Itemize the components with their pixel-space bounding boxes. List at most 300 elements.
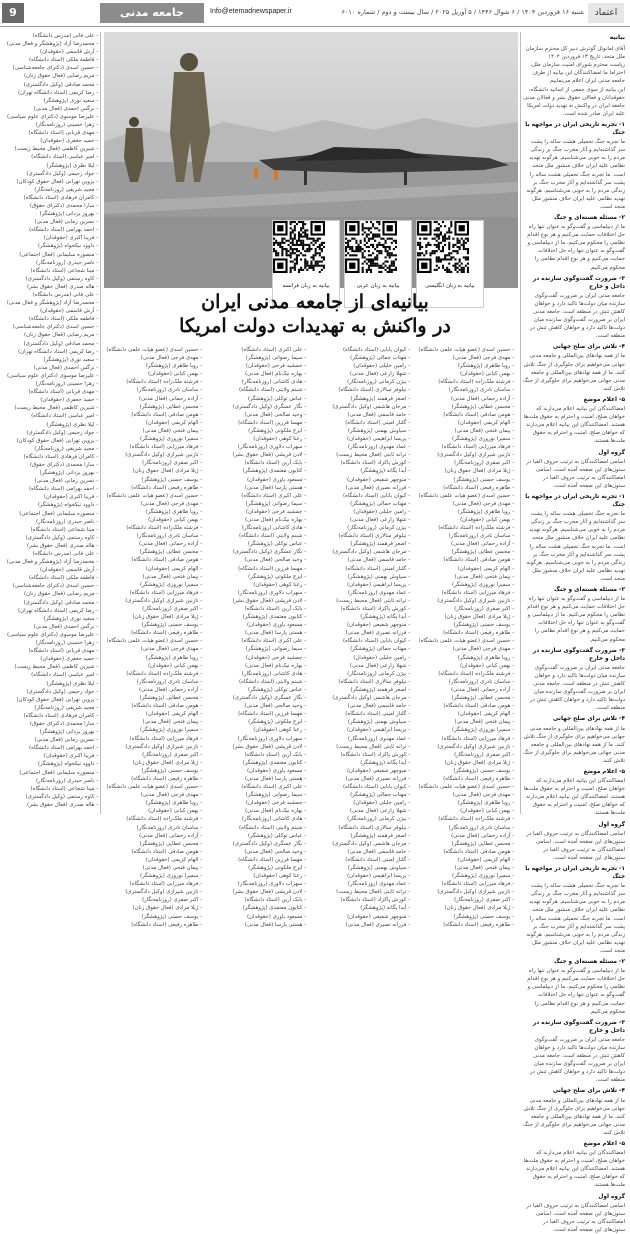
signatory-entry: - ترانه ثابتی (فعال محیط زیست) bbox=[336, 597, 410, 604]
signatory-entry: - مهدی فرجی (فعال مدنی) bbox=[452, 500, 514, 507]
signatory-entry: - زهرا حسینی (روزنامه‌نگار) bbox=[35, 122, 98, 129]
signatory-entry: - مهدی فرجی (فعال مدنی) bbox=[452, 792, 514, 799]
signatory-entry: - هومن صادقی (استاد دانشگاه) bbox=[131, 848, 202, 855]
signatory-entry: - شیرین کاظمی (فعال محیط زیست) bbox=[14, 146, 98, 153]
signatory-entry: - ژیلا مرادی (فعال حقوق زنان) bbox=[132, 905, 202, 912]
signatory-entry: - مینا شجاعی (استاد دانشگاه) bbox=[30, 785, 98, 792]
signatory-entry: - آیدا یگانه (پژوهشگر) bbox=[360, 905, 410, 912]
signatory-entry: - شهلا زارعی (فعال مدنی) bbox=[349, 808, 410, 815]
qr-label-english: بیانیه به زبان انگلیسی bbox=[425, 283, 475, 289]
signatory-entry: - بهروز یزدانی (پژوهشگر) bbox=[39, 470, 98, 477]
signatory-entry: - فرهاد میرزایی (استاد دانشگاه) bbox=[129, 735, 202, 742]
statement-section-heading: ۴- تلاش برای صلح جهانی bbox=[552, 344, 625, 351]
signatory-entry: - پیمان فتحی (فعال مدنی) bbox=[454, 865, 514, 871]
signatory-entry: - محمدرضا آزاد (پژوهشگر و فعال مدنی) bbox=[6, 559, 98, 566]
signatory-entry: - وحید صالحی (فعال مدنی) bbox=[244, 411, 306, 418]
signatory-entry: - هومن صادقی (استاد دانشگاه) bbox=[443, 411, 514, 418]
signatory-entry: - لادن قریشی (فعال حقوق بشر) bbox=[232, 889, 306, 896]
signatory-entry: - رامین خلیلی (حقوقدان) bbox=[353, 800, 410, 807]
signatory-entry: - مجید شریفی (روزنامه‌نگار) bbox=[34, 445, 98, 452]
contact-email[interactable]: Info@etemadnewspaper.ir bbox=[210, 8, 292, 15]
signatory-entry: - علی اکبری (استاد دانشگاه) bbox=[241, 347, 306, 353]
signatory-entry: - هادی کاشانی (روزنامه‌نگار) bbox=[241, 816, 306, 823]
signatory-entry: - هادی کاشانی (روزنامه‌نگار) bbox=[241, 525, 306, 532]
signatory-entry: - سهراب دلاوری (روزنامه‌نگار) bbox=[237, 444, 306, 451]
signatory-entry: - ژیلا مرادی (فعال حقوق زنان) bbox=[444, 614, 514, 621]
signatory-entry: - هومن صادقی (استاد دانشگاه) bbox=[443, 848, 514, 855]
signatory-entry: - فریبا اکبری (حقوقدان) bbox=[43, 753, 98, 760]
signatory-entry: - ژیلا مرادی (فعال حقوق زنان) bbox=[444, 759, 514, 766]
statement-section-body: ما تجربه جنگ تحمیلی هشت ساله را پشت سر گذاشته‌ایم و آثار مخرب جنگ بر زندگی مردم را به خوبی می‌شناسیم. هرگونه تهدید نظامی علیه ایران خلاف منشور ملل متحد است. ما تجربه جنگ تحمیلی هشت ساله را پشت سر گذاشته‌ایم و آثار مخرب جنگ بر زندگی مردم را به خوبی می‌شناسیم. هرگونه تهدید نظامی علیه ایران خلاف منشور ملل متحد است. bbox=[526, 511, 625, 582]
signatory-entry: - لادن قریشی (فعال حقوق بشر) bbox=[232, 597, 306, 604]
signatory-entry: - نازنین شیرازی (وکیل دادگستری) bbox=[125, 743, 202, 750]
signatory-entry: - هستی پارسا (فعال مدنی) bbox=[244, 630, 306, 637]
signatory-entry: - کورش پاکزاد (استاد دانشگاه) bbox=[340, 751, 410, 758]
signatory-entry: - بهروز یزدانی (پژوهشگر) bbox=[39, 211, 98, 218]
signatory-entry: - کامران فرهادی (استاد دانشگاه) bbox=[23, 712, 98, 719]
signatory-entry: - عباس توکلی (پژوهشگر) bbox=[247, 541, 306, 548]
signatory-entry: - داوود نیکخواه (پژوهشگر) bbox=[37, 502, 98, 509]
signatory-entry: - احمد بهرامی (استاد دانشگاه) bbox=[29, 486, 98, 493]
signatory-entry: - اکبر صفری (روزنامه‌نگار) bbox=[454, 897, 514, 904]
signatory-entry: - مهتاب جمالی (پژوهشگر) bbox=[350, 646, 410, 653]
signatory-entry: - بهاره نیک‌نام (فعال مدنی) bbox=[245, 516, 306, 523]
signatory-entry: - ترانه ثابتی (فعال محیط زیست) bbox=[336, 889, 410, 896]
signatory-entry: - آزاده رحمانی (فعال مدنی) bbox=[451, 832, 514, 839]
statement-section-heading: ۴- تلاش برای صلح جهانی bbox=[552, 716, 625, 723]
page-number: 9 bbox=[2, 3, 24, 23]
signatory-entry: - حسین اسدی (عضو هیات علمی دانشگاه) bbox=[106, 638, 202, 645]
signatory-entry: - الهام کریمی (حقوقدان) bbox=[457, 565, 514, 572]
signatory-entry: - اکبر صفری (روزنامه‌نگار) bbox=[454, 751, 514, 758]
signatory-entry: - رعنا کوهی (حقوقدان) bbox=[253, 436, 306, 443]
signatory-entry: - بهمن کیانی (حقوقدان) bbox=[147, 662, 202, 669]
signatory-entry: - طاهره رفیعی (استاد دانشگاه) bbox=[131, 775, 202, 782]
signatory-entry: - حسین اسدی (عضو هیات علمی دانشگاه) bbox=[106, 347, 202, 353]
signatory-entry: - مینا شجاعی (استاد دانشگاه) bbox=[30, 526, 98, 533]
signatory-entry: - اکبر صفری (روزنامه‌نگار) bbox=[454, 460, 514, 467]
statement-section-body: ما از همه نهادهای بین‌المللی و جامعه مدنی جهانی می‌خواهیم برای جلوگیری از جنگ تلاش کنند. ما از همه نهادهای بین‌المللی و جامعه مدنی جهانی می‌خواهیم برای جلوگیری از جنگ تلاش کنند. bbox=[523, 1097, 625, 1136]
signatory-entry: - سهراب دلاوری (روزنامه‌نگار) bbox=[237, 589, 306, 596]
signatory-entry: - نازنین شیرازی (وکیل دادگستری) bbox=[437, 597, 514, 604]
signatory-entry: - کیوان بابایی (استاد دانشگاه) bbox=[342, 638, 410, 645]
signatory-entry: - فرهاد میرزایی (استاد دانشگاه) bbox=[441, 881, 514, 888]
signatory-entry: - طاهره رفیعی (استاد دانشگاه) bbox=[443, 775, 514, 782]
signatory-entry: - یوسف حسنی (پژوهشگر) bbox=[141, 767, 202, 774]
signatory-entry: - سیاوش بهمنی (پژوهشگر) bbox=[347, 865, 410, 871]
signatory-entry: - الهام کریمی (حقوقدان) bbox=[457, 419, 514, 426]
signatory-entry: - وحید صالحی (فعال مدنی) bbox=[244, 848, 306, 855]
signatory-entry: - ترانه ثابتی (فعال محیط زیست) bbox=[336, 743, 410, 750]
signatory-entry: - کاوه رستمی (وکیل دادگستری) bbox=[25, 534, 98, 541]
signatory-entry: - فاطمه ملکی (استاد دانشگاه) bbox=[29, 316, 98, 323]
signatory-entry: - نیلوفر سالاری (استاد دانشگاه) bbox=[338, 824, 410, 831]
column-divider bbox=[520, 32, 521, 814]
signatory-entry: - بابک آرین (استاد دانشگاه) bbox=[244, 606, 306, 612]
signatory-entry: - نگار عسگری (وکیل دادگستری) bbox=[232, 403, 306, 410]
signatory-entry: - فاطمه ملکی (استاد دانشگاه) bbox=[29, 575, 98, 582]
statement-section-body: ما از همه نهادهای بین‌المللی و جامعه مدنی جهانی می‌خواهیم برای جلوگیری از جنگ تلاش کنند. ما از همه نهادهای بین‌المللی و جامعه مدنی جهانی می‌خواهیم برای جلوگیری از جنگ تلاش کنند. bbox=[523, 353, 625, 392]
signatory-entry: - ساسان نادری (روزنامه‌نگار) bbox=[448, 678, 514, 685]
signatory-entry: - حسین اسدی (دکترای جامعه‌شناسی) bbox=[12, 583, 98, 590]
signatory-entry: - سهراب دلاوری (روزنامه‌نگار) bbox=[237, 735, 306, 742]
signatory-entry: - رامین خلیلی (حقوقدان) bbox=[353, 654, 410, 661]
main-headline bbox=[150, 290, 480, 338]
signatory-entry: - محسن عطایی (پژوهشگر) bbox=[451, 549, 514, 556]
signatory-entry: - الهام کریمی (حقوقدان) bbox=[145, 419, 202, 426]
signatory-entry: - آزاده رحمانی (فعال مدنی) bbox=[139, 395, 202, 402]
signatory-entry: - آزاده رحمانی (فعال مدنی) bbox=[139, 541, 202, 548]
statement-section-body: ما از همه نهادهای بین‌المللی و جامعه مدنی جهانی می‌خواهیم برای جلوگیری از جنگ تلاش کنند. ما از همه نهادهای بین‌المللی و جامعه مدنی جهانی می‌خواهیم برای جلوگیری از جنگ تلاش کنند. bbox=[523, 725, 625, 764]
signatory-entry: - اکبر صفری (روزنامه‌نگار) bbox=[454, 606, 514, 612]
signatory-entry: - حسین اسدی (دکترای جامعه‌شناسی) bbox=[12, 65, 98, 72]
signatory-entry: - بهمن کیانی (حقوقدان) bbox=[147, 371, 202, 378]
signatory-entry: - سمیرا نوروزی (پژوهشگر) bbox=[451, 873, 514, 880]
signatory-entry: - الهام کریمی (حقوقدان) bbox=[145, 565, 202, 572]
statement-section-body: جامعه مدنی ایران بر ضرورت گفت‌وگوی سازنده میان دولت‌ها تاکید دارد و خواهان کاهش تنش در منطقه است. جامعه مدنی ایران بر ضرورت گفت‌وگوی سازنده میان دولت‌ها تاکید دارد و خواهان کاهش تنش در منطقه است. bbox=[529, 292, 625, 340]
signatory-entry: - بهروز یزدانی (پژوهشگر) bbox=[39, 729, 98, 736]
signatory-entry: - شیرین کاظمی (فعال محیط زیست) bbox=[14, 664, 98, 671]
signatory-entry: - نازنین شیرازی (وکیل دادگستری) bbox=[437, 889, 514, 896]
signatory-entry: - علیرضا موسوی (دکترای علوم سیاسی) bbox=[7, 113, 98, 120]
signatory-entry: - سعید نوری (پژوهشگر) bbox=[43, 356, 98, 363]
signatory-entry: - هومن صادقی (استاد دانشگاه) bbox=[131, 703, 202, 710]
signatory-entry: - یوسف حسنی (پژوهشگر) bbox=[141, 476, 202, 483]
signatory-entry: - بهمن کیانی (حقوقدان) bbox=[147, 808, 202, 815]
signatory-entry: - ژیلا مرادی (فعال حقوق زنان) bbox=[132, 468, 202, 475]
page-header bbox=[0, 0, 630, 27]
signatory-entry: - هومن صادقی (استاد دانشگاه) bbox=[131, 557, 202, 564]
signatory-entry: - لیلا نظری (پژوهشگر) bbox=[46, 421, 98, 428]
signatory-entry: - ساسان نادری (روزنامه‌نگار) bbox=[136, 387, 202, 394]
signatory-entry: - منصوره سلیمانی (فعال اجتماعی) bbox=[19, 769, 98, 776]
statement-section-heading: ۱- تجربه تاریخی ایران در مواجهه با جنگ bbox=[525, 866, 625, 881]
headline-line-2: در واکنش به تهدیدات دولت امریکا bbox=[179, 315, 451, 337]
signatory-entry: - یوسف حسنی (پژوهشگر) bbox=[453, 622, 514, 629]
section-title: جامعه مدنی bbox=[100, 3, 204, 23]
signatory-entry: - مهدی قربانی (استاد دانشگاه) bbox=[28, 130, 98, 137]
statement-intro bbox=[523, 45, 625, 118]
signatory-entry: - پیمان فتحی (فعال مدنی) bbox=[142, 865, 202, 871]
signatory-entry: - فرهاد میرزایی (استاد دانشگاه) bbox=[129, 589, 202, 596]
signatory-entry: - هاله صدری (فعال حقوق بشر) bbox=[26, 283, 98, 290]
signatory-entry: - فرشته ملک‌زاده (استاد دانشگاه) bbox=[438, 816, 514, 823]
signatory-entry: - کورش پاکزاد (استاد دانشگاه) bbox=[340, 460, 410, 467]
signatory-entry: - منوچهر شفیعی (حقوقدان) bbox=[346, 767, 410, 774]
signatory-entry: - سارا محمدی (دکترای حقوق) bbox=[29, 202, 98, 209]
signatory-entry: - رویا طاهری (پژوهشگر) bbox=[457, 654, 514, 661]
signatory-entry: - ایرج ملکوتی (پژوهشگر) bbox=[248, 573, 306, 580]
statement-section-heading: ۲- مسئله هسته‌ای و جنگ bbox=[554, 214, 625, 221]
signatory-entry: - آزاده رحمانی (فعال مدنی) bbox=[139, 832, 202, 839]
signatory-entry: - سیاوش بهمنی (پژوهشگر) bbox=[347, 427, 410, 434]
signatory-entry: - حمید جعفری (حقوقدان) bbox=[40, 656, 98, 663]
signatory-entry: - هاله صدری (فعال حقوق بشر) bbox=[26, 542, 98, 549]
signatory-entry: - فرهاد میرزایی (استاد دانشگاه) bbox=[441, 735, 514, 742]
signatory-entry: - امیر عباسی (استاد دانشگاه) bbox=[31, 413, 98, 420]
signatory-entry: - مرجان هاشمی (وکیل دادگستری) bbox=[332, 840, 410, 847]
signatory-entry: - کتایون معتمدی (پژوهشگر) bbox=[242, 759, 306, 766]
signatory-entry: - عباس توکلی (پژوهشگر) bbox=[247, 395, 306, 402]
signatory-entry: - آیدا یگانه (پژوهشگر) bbox=[360, 759, 410, 766]
signatory-entry: - سیاوش بهمنی (پژوهشگر) bbox=[347, 573, 410, 580]
signatory-entry: - بیژن کرمانی (روزنامه‌نگار) bbox=[347, 379, 410, 386]
signatory-entry: - الهام کریمی (حقوقدان) bbox=[457, 711, 514, 718]
signatory-entry: - اکبر صفری (روزنامه‌نگار) bbox=[142, 606, 202, 612]
signatory-entry: - بابک آرین (استاد دانشگاه) bbox=[244, 897, 306, 904]
signatory-entry: - نگار عسگری (وکیل دادگستری) bbox=[232, 840, 306, 847]
signatory-entry: - سمیرا نوروزی (پژوهشگر) bbox=[139, 436, 202, 443]
signatory-entry: - نسرین زمانی (فعال مدنی) bbox=[34, 737, 98, 744]
signatory-entry: - حسین اسدی (عضو هیات علمی دانشگاه) bbox=[418, 492, 514, 499]
signatory-entry: - حامد قاسمی (فعال مدنی) bbox=[347, 703, 410, 710]
signatory-entry: - شهلا زارعی (فعال مدنی) bbox=[349, 662, 410, 669]
statement-section-heading: ۳- ضرورت گفت‌وگوی سازنده در داخل و خارج bbox=[532, 1019, 625, 1034]
signatory-entry: - پروین تهرانی (فعال حقوق کودکان) bbox=[16, 178, 98, 185]
qr-code-icon[interactable] bbox=[345, 221, 397, 273]
signatory-entry: - سمیرا نوروزی (پژوهشگر) bbox=[139, 873, 202, 880]
statement-section-heading: ۱- تجربه تاریخی ایران در مواجهه با جنگ bbox=[525, 121, 625, 137]
signatory-entry: - لیلا نظری (پژوهشگر) bbox=[46, 680, 98, 687]
signatory-entry: - داوود نیکخواه (پژوهشگر) bbox=[37, 243, 98, 250]
statement-section-heading: گروه اول bbox=[598, 1193, 625, 1200]
signatory-entry: - مهدی فرجی (فعال مدنی) bbox=[140, 646, 202, 653]
signatory-entry: - بهمن کیانی (حقوقدان) bbox=[459, 662, 514, 669]
signatory-entry: - رویا طاهری (پژوهشگر) bbox=[457, 508, 514, 515]
signatory-entry: - طاهره رفیعی (استاد دانشگاه) bbox=[131, 484, 202, 491]
signatory-entry: - طاهره رفیعی (استاد دانشگاه) bbox=[443, 630, 514, 637]
signatory-entry: - آزاده رحمانی (فعال مدنی) bbox=[451, 686, 514, 693]
statement-section-heading: ۵- اعلام موضع bbox=[583, 768, 625, 775]
signatory-entry: - کامران فرهادی (استاد دانشگاه) bbox=[23, 453, 98, 460]
signatory-entry: - علیرضا موسوی (دکترای علوم سیاسی) bbox=[7, 372, 98, 379]
signatory-entry: - الهام کریمی (حقوقدان) bbox=[145, 856, 202, 863]
signatory-entry: - بیژن کرمانی (روزنامه‌نگار) bbox=[347, 816, 410, 823]
statement-section-heading: ۵- اعلام موضع bbox=[583, 396, 625, 403]
signatory-entry: - بابک آرین (استاد دانشگاه) bbox=[244, 460, 306, 467]
signatory-entry: - سیما رضوانی (پژوهشگر) bbox=[245, 500, 306, 507]
signatory-entry: - جمشید فرخی (حقوقدان) bbox=[245, 800, 306, 807]
signatory-entry: - لادن قریشی (فعال حقوق بشر) bbox=[232, 452, 306, 459]
signatory-entry: - فرزانه نصیری (فعال مدنی) bbox=[345, 775, 410, 782]
signatory-entry: - مهتاب جمالی (پژوهشگر) bbox=[350, 355, 410, 362]
signatory-entry: - گلناز امینی (استاد دانشگاه) bbox=[345, 419, 410, 426]
signatory-entry: - سهراب دلاوری (روزنامه‌نگار) bbox=[237, 881, 306, 888]
signatory-entry: - رویا طاهری (پژوهشگر) bbox=[145, 508, 202, 515]
signatory-entry: - منوچهر شفیعی (حقوقدان) bbox=[346, 476, 410, 483]
signatory-entry: - مهدی قربانی (استاد دانشگاه) bbox=[28, 389, 98, 396]
qr-code-icon[interactable] bbox=[417, 221, 469, 273]
signatory-entry: - محسن عطایی (پژوهشگر) bbox=[139, 549, 202, 556]
signatory-entry: - سارا محمدی (دکترای حقوق) bbox=[29, 720, 98, 727]
signatory-entry: - مهدی فرجی (فعال مدنی) bbox=[452, 646, 514, 653]
signatory-entry: - علی اکبری (استاد دانشگاه) bbox=[241, 784, 306, 791]
signatory-entry: - شیرین کاظمی (فعال محیط زیست) bbox=[14, 405, 98, 412]
signatory-entry: - سیاوش بهمنی (پژوهشگر) bbox=[347, 719, 410, 726]
signatory-entry: - پروین تهرانی (فعال حقوق کودکان) bbox=[16, 437, 98, 444]
signatory-entry: - طاهره رفیعی (استاد دانشگاه) bbox=[443, 921, 514, 928]
signatory-entry: - نازنین شیرازی (وکیل دادگستری) bbox=[125, 889, 202, 896]
signatory-entry: - منوچهر شفیعی (حقوقدان) bbox=[346, 913, 410, 920]
signatory-entry: - فرشته ملک‌زاده (استاد دانشگاه) bbox=[126, 525, 202, 532]
signatory-entry: - مجید شریفی (روزنامه‌نگار) bbox=[34, 186, 98, 193]
signatory-entry: - داوود نیکخواه (پژوهشگر) bbox=[37, 761, 98, 768]
qr-code-icon[interactable] bbox=[273, 221, 325, 273]
signatory-entry: - محسن عطایی (پژوهشگر) bbox=[139, 403, 202, 410]
statement-section-heading: ۲- مسئله هسته‌ای و جنگ bbox=[554, 959, 625, 966]
signatory-entry: - رویا طاهری (پژوهشگر) bbox=[145, 800, 202, 807]
signatory-entry: - سمیرا نوروزی (پژوهشگر) bbox=[451, 436, 514, 443]
signatory-entry: - آزاده رحمانی (فعال مدنی) bbox=[451, 395, 514, 402]
signatory-entry: - اصغر فرهمند (پژوهشگر) bbox=[350, 832, 410, 839]
statement-paragraph: آقای امانوئل گوترش دبیر کل محترم سازمان ملل متحد، تاریخ ۱۳ فروردین ۱۴۰۴ bbox=[525, 46, 625, 61]
signatory-entry: - کاوه رستمی (وکیل دادگستری) bbox=[25, 275, 98, 282]
signatory-entry: - جمشید فرخی (حقوقدان) bbox=[245, 363, 306, 370]
signatory-entry: - هادی کاشانی (روزنامه‌نگار) bbox=[241, 379, 306, 386]
signatories-column-5 bbox=[104, 346, 202, 928]
signatory-entry: - کامران فرهادی (استاد دانشگاه) bbox=[23, 194, 98, 201]
signatory-entry: - هستی پارسا (فعال مدنی) bbox=[244, 921, 306, 928]
signatory-entry: - ساسان نادری (روزنامه‌نگار) bbox=[136, 533, 202, 540]
signatory-entry: - ساسان نادری (روزنامه‌نگار) bbox=[136, 824, 202, 831]
signatory-entry: - هومن صادقی (استاد دانشگاه) bbox=[443, 703, 514, 710]
statement-column bbox=[523, 32, 625, 1233]
signatory-entry: - محمدرضا آزاد (پژوهشگر و فعال مدنی) bbox=[6, 41, 98, 48]
signatory-entry: - مجید شریفی (روزنامه‌نگار) bbox=[34, 704, 98, 711]
signatory-entry: - پیمان فتحی (فعال مدنی) bbox=[142, 719, 202, 726]
signatory-entry: - نیلوفر سالاری (استاد دانشگاه) bbox=[338, 387, 410, 394]
signatory-entry: - یوسف حسنی (پژوهشگر) bbox=[453, 913, 514, 920]
signatory-entry: - پیمان فتحی (فعال مدنی) bbox=[454, 719, 514, 726]
signatory-entry: - سمیرا نوروزی (پژوهشگر) bbox=[451, 581, 514, 588]
signatory-entry: - بهمن کیانی (حقوقدان) bbox=[459, 808, 514, 815]
signatory-entry: - زهرا حسینی (روزنامه‌نگار) bbox=[35, 381, 98, 388]
signatory-entry: - ژیلا مرادی (فعال حقوق زنان) bbox=[444, 468, 514, 475]
signatory-entry: - مینا شجاعی (استاد دانشگاه) bbox=[30, 267, 98, 274]
signatory-entry: - اکبر صفری (روزنامه‌نگار) bbox=[142, 751, 202, 758]
signatory-entry: - منصوره سلیمانی (فعال اجتماعی) bbox=[19, 251, 98, 258]
statement-section-body: ما از دیپلماسی و گفت‌وگو به عنوان تنها راه حل اختلافات حمایت می‌کنیم و هر نوع اقدام نظامی را محکوم می‌کنیم. ما از دیپلماسی و گفت‌وگو به عنوان تنها راه حل اختلافات حمایت می‌کنیم و هر نوع اقدام نظامی را محکوم می‌کنیم. bbox=[527, 968, 625, 1015]
signatory-entry: - کاوه رستمی (وکیل دادگستری) bbox=[25, 793, 98, 800]
signatory-entry: - یوسف حسنی (پژوهشگر) bbox=[453, 767, 514, 774]
signatory-entry: - نسرین زمانی (فعال مدنی) bbox=[34, 478, 98, 485]
signatory-entry: - عماد مهدوی (روزنامه‌نگار) bbox=[347, 881, 410, 888]
signatory-entry: - مریم رضایی (فعال حقوق زنان) bbox=[24, 591, 98, 598]
signatory-entry: - فرزانه نصیری (فعال مدنی) bbox=[345, 630, 410, 637]
newspaper-logo: اعتماد bbox=[588, 3, 624, 23]
statement-section-body: جامعه مدنی ایران بر ضرورت گفت‌وگوی سازنده میان دولت‌ها تاکید دارد و خواهان کاهش تنش در منطقه است. جامعه مدنی ایران بر ضرورت گفت‌وگوی سازنده میان دولت‌ها تاکید دارد و خواهان کاهش تنش در منطقه است. bbox=[529, 1036, 625, 1084]
signatory-entry: - نازنین شیرازی (وکیل دادگستری) bbox=[437, 743, 514, 750]
signatory-entry: - هستی پارسا (فعال مدنی) bbox=[244, 775, 306, 782]
signatory-entry: - امیر عباسی (استاد دانشگاه) bbox=[31, 672, 98, 679]
signatory-entry: - طاهره رفیعی (استاد دانشگاه) bbox=[131, 921, 202, 928]
column-divider bbox=[100, 32, 101, 814]
signatory-entry: - آرش قاسمی (حقوقدان) bbox=[39, 567, 98, 574]
signatory-entry: - کیوان بابایی (استاد دانشگاه) bbox=[342, 347, 410, 353]
signatory-entry: - محسن عطایی (پژوهشگر) bbox=[139, 840, 202, 847]
signatory-entry: - طاهره رفیعی (استاد دانشگاه) bbox=[131, 630, 202, 637]
signatory-entry: - علی فانی (مدرس دانشگاه) bbox=[32, 292, 98, 298]
signatory-entry: - حسین اسدی (عضو هیات علمی دانشگاه) bbox=[418, 638, 514, 645]
signatory-entry: - عباس توکلی (پژوهشگر) bbox=[247, 686, 306, 693]
signatory-entry: - حسین اسدی (عضو هیات علمی دانشگاه) bbox=[106, 492, 202, 499]
signatory-entry: - حسین اسدی (عضو هیات علمی دانشگاه) bbox=[418, 784, 514, 791]
signatory-entry: - نازنین شیرازی (وکیل دادگستری) bbox=[125, 452, 202, 459]
signatory-entry: - مهدی فرجی (فعال مدنی) bbox=[140, 355, 202, 362]
signatory-entry: - فرهاد میرزایی (استاد دانشگاه) bbox=[441, 444, 514, 451]
signatory-entry: - فرهاد میرزایی (استاد دانشگاه) bbox=[129, 444, 202, 451]
signatory-entry: - نسرین زمانی (فعال مدنی) bbox=[34, 219, 98, 226]
signatory-entry: - مسعود یاوری (حقوقدان) bbox=[246, 622, 306, 629]
signatory-entry: - محمدرضا آزاد (پژوهشگر و فعال مدنی) bbox=[6, 300, 98, 307]
signatory-entry: - زهرا حسینی (روزنامه‌نگار) bbox=[35, 640, 98, 647]
signatory-entry: - پریسا ابراهیمی (حقوقدان) bbox=[347, 581, 410, 588]
signatory-entry: - مسعود یاوری (حقوقدان) bbox=[246, 476, 306, 483]
signatory-entry: - حامد قاسمی (فعال مدنی) bbox=[347, 848, 410, 855]
statement-section-body: ما از دیپلماسی و گفت‌وگو به عنوان تنها راه حل اختلافات حمایت می‌کنیم و هر نوع اقدام نظامی را محکوم می‌کنیم. ما از دیپلماسی و گفت‌وگو به عنوان تنها راه حل اختلافات حمایت می‌کنیم و هر نوع اقدام نظامی را محکوم می‌کنیم. bbox=[527, 224, 625, 271]
signatory-entry: - مهدی فرجی (فعال مدنی) bbox=[140, 500, 202, 507]
signatory-entry: - بهاره نیک‌نام (فعال مدنی) bbox=[245, 808, 306, 815]
signatory-entry: - مهتاب جمالی (پژوهشگر) bbox=[350, 500, 410, 507]
signatory-entry: - فریبا اکبری (حقوقدان) bbox=[43, 494, 98, 501]
signatory-entry: - سیما رضوانی (پژوهشگر) bbox=[245, 792, 306, 799]
signatory-entry: - طاهره رفیعی (استاد دانشگاه) bbox=[443, 484, 514, 491]
signatory-entry: - هومن صادقی (استاد دانشگاه) bbox=[131, 411, 202, 418]
signatory-entry: - مهسا فرزین (استاد دانشگاه) bbox=[238, 419, 306, 426]
signatories-column-left bbox=[6, 32, 98, 814]
signatory-entry: - مرجان هاشمی (وکیل دادگستری) bbox=[332, 549, 410, 556]
statement-section-heading: ۲- مسئله هسته‌ای و جنگ bbox=[554, 587, 625, 593]
signatory-entry: - کورش پاکزاد (استاد دانشگاه) bbox=[340, 606, 410, 612]
signatory-entry: - محسن عطایی (پژوهشگر) bbox=[451, 840, 514, 847]
headline-line-1: بیانیه‌ای از جامعه مدنی ایران bbox=[201, 291, 429, 313]
qr-label-french: بیانیه به زبان فرانسه bbox=[282, 283, 330, 289]
signatory-entry: - مسعود یاوری (حقوقدان) bbox=[246, 767, 306, 774]
signatory-entry: - علی فانی (مدرس دانشگاه) bbox=[32, 551, 98, 557]
signatory-entry: - رویا طاهری (پژوهشگر) bbox=[145, 363, 202, 370]
signatories-column-4 bbox=[208, 346, 306, 928]
signatory-entry: - آزاده رحمانی (فعال مدنی) bbox=[139, 686, 202, 693]
signatory-entry: - سمیرا نوروزی (پژوهشگر) bbox=[139, 581, 202, 588]
signatory-entry: - پیمان فتحی (فعال مدنی) bbox=[454, 427, 514, 434]
signatory-entry: - عماد مهدوی (روزنامه‌نگار) bbox=[347, 589, 410, 596]
signatory-entry: - ساسان نادری (روزنامه‌نگار) bbox=[448, 533, 514, 540]
statement-paragraph: ریاست محترم شورای امنیت سازمان ملل، احتراما ما امضاکنندگان این بیانیه از طرف جامعه مدنی ایران اعلام می‌نماییم bbox=[530, 62, 625, 85]
statement-section-body: جامعه مدنی ایران بر ضرورت گفت‌وگوی سازنده میان دولت‌ها تاکید دارد و خواهان کاهش تنش در منطقه است. جامعه مدنی ایران بر ضرورت گفت‌وگوی سازنده میان دولت‌ها تاکید دارد و خواهان کاهش تنش در منطقه است. bbox=[529, 664, 625, 712]
signatory-entry: - مهدی فرجی (فعال مدنی) bbox=[452, 355, 514, 362]
signatory-entry: - سیما رضوانی (پژوهشگر) bbox=[245, 646, 306, 653]
signatory-entry: - یوسف حسنی (پژوهشگر) bbox=[141, 913, 202, 920]
signatory-entry: - یوسف حسنی (پژوهشگر) bbox=[453, 476, 514, 483]
signatory-entry: - کتایون معتمدی (پژوهشگر) bbox=[242, 905, 306, 912]
signatory-entry: - هادی کاشانی (روزنامه‌نگار) bbox=[241, 670, 306, 677]
signatory-entry: - جواد رحیمی (وکیل دادگستری) bbox=[26, 688, 98, 695]
statement-section-body: اسامی امضاکنندگان به ترتیب حروف الفبا در ستون‌های این صفحه آمده است. اسامی امضاکنندگان به ترتیب حروف الفبا در ستون‌های این صفحه آمده است. bbox=[526, 830, 625, 861]
signatory-entry: - رویا طاهری (پژوهشگر) bbox=[145, 654, 202, 661]
signatory-entry: - لیلا نظری (پژوهشگر) bbox=[46, 162, 98, 169]
signatory-entry: - محمد صادقی (وکیل دادگستری) bbox=[23, 81, 98, 88]
statement-section-body: ما از دیپلماسی و گفت‌وگو به عنوان تنها راه حل اختلافات حمایت می‌کنیم و هر نوع اقدام نظامی را محکوم می‌کنیم. ما از دیپلماسی و گفت‌وگو به عنوان تنها راه حل اختلافات حمایت می‌کنیم و هر نوع اقدام نظامی را محکوم می‌کنیم. bbox=[527, 596, 625, 643]
signatory-entry: - فرهاد میرزایی (استاد دانشگاه) bbox=[441, 589, 514, 596]
signatory-entry: - نیلوفر سالاری (استاد دانشگاه) bbox=[338, 678, 410, 685]
signatory-entry: - رویا طاهری (پژوهشگر) bbox=[457, 800, 514, 807]
signatory-entry: - شبنم ولایتی (استاد دانشگاه) bbox=[239, 824, 306, 831]
signatory-entry: - فرشته ملک‌زاده (استاد دانشگاه) bbox=[126, 816, 202, 823]
signatory-entry: - محسن عطایی (پژوهشگر) bbox=[139, 695, 202, 702]
signatory-entry: - جواد رحیمی (وکیل دادگستری) bbox=[26, 429, 98, 436]
signatory-entry: - علی اکبری (استاد دانشگاه) bbox=[241, 492, 306, 499]
signatory-entry: - سارا محمدی (دکترای حقوق) bbox=[29, 461, 98, 468]
